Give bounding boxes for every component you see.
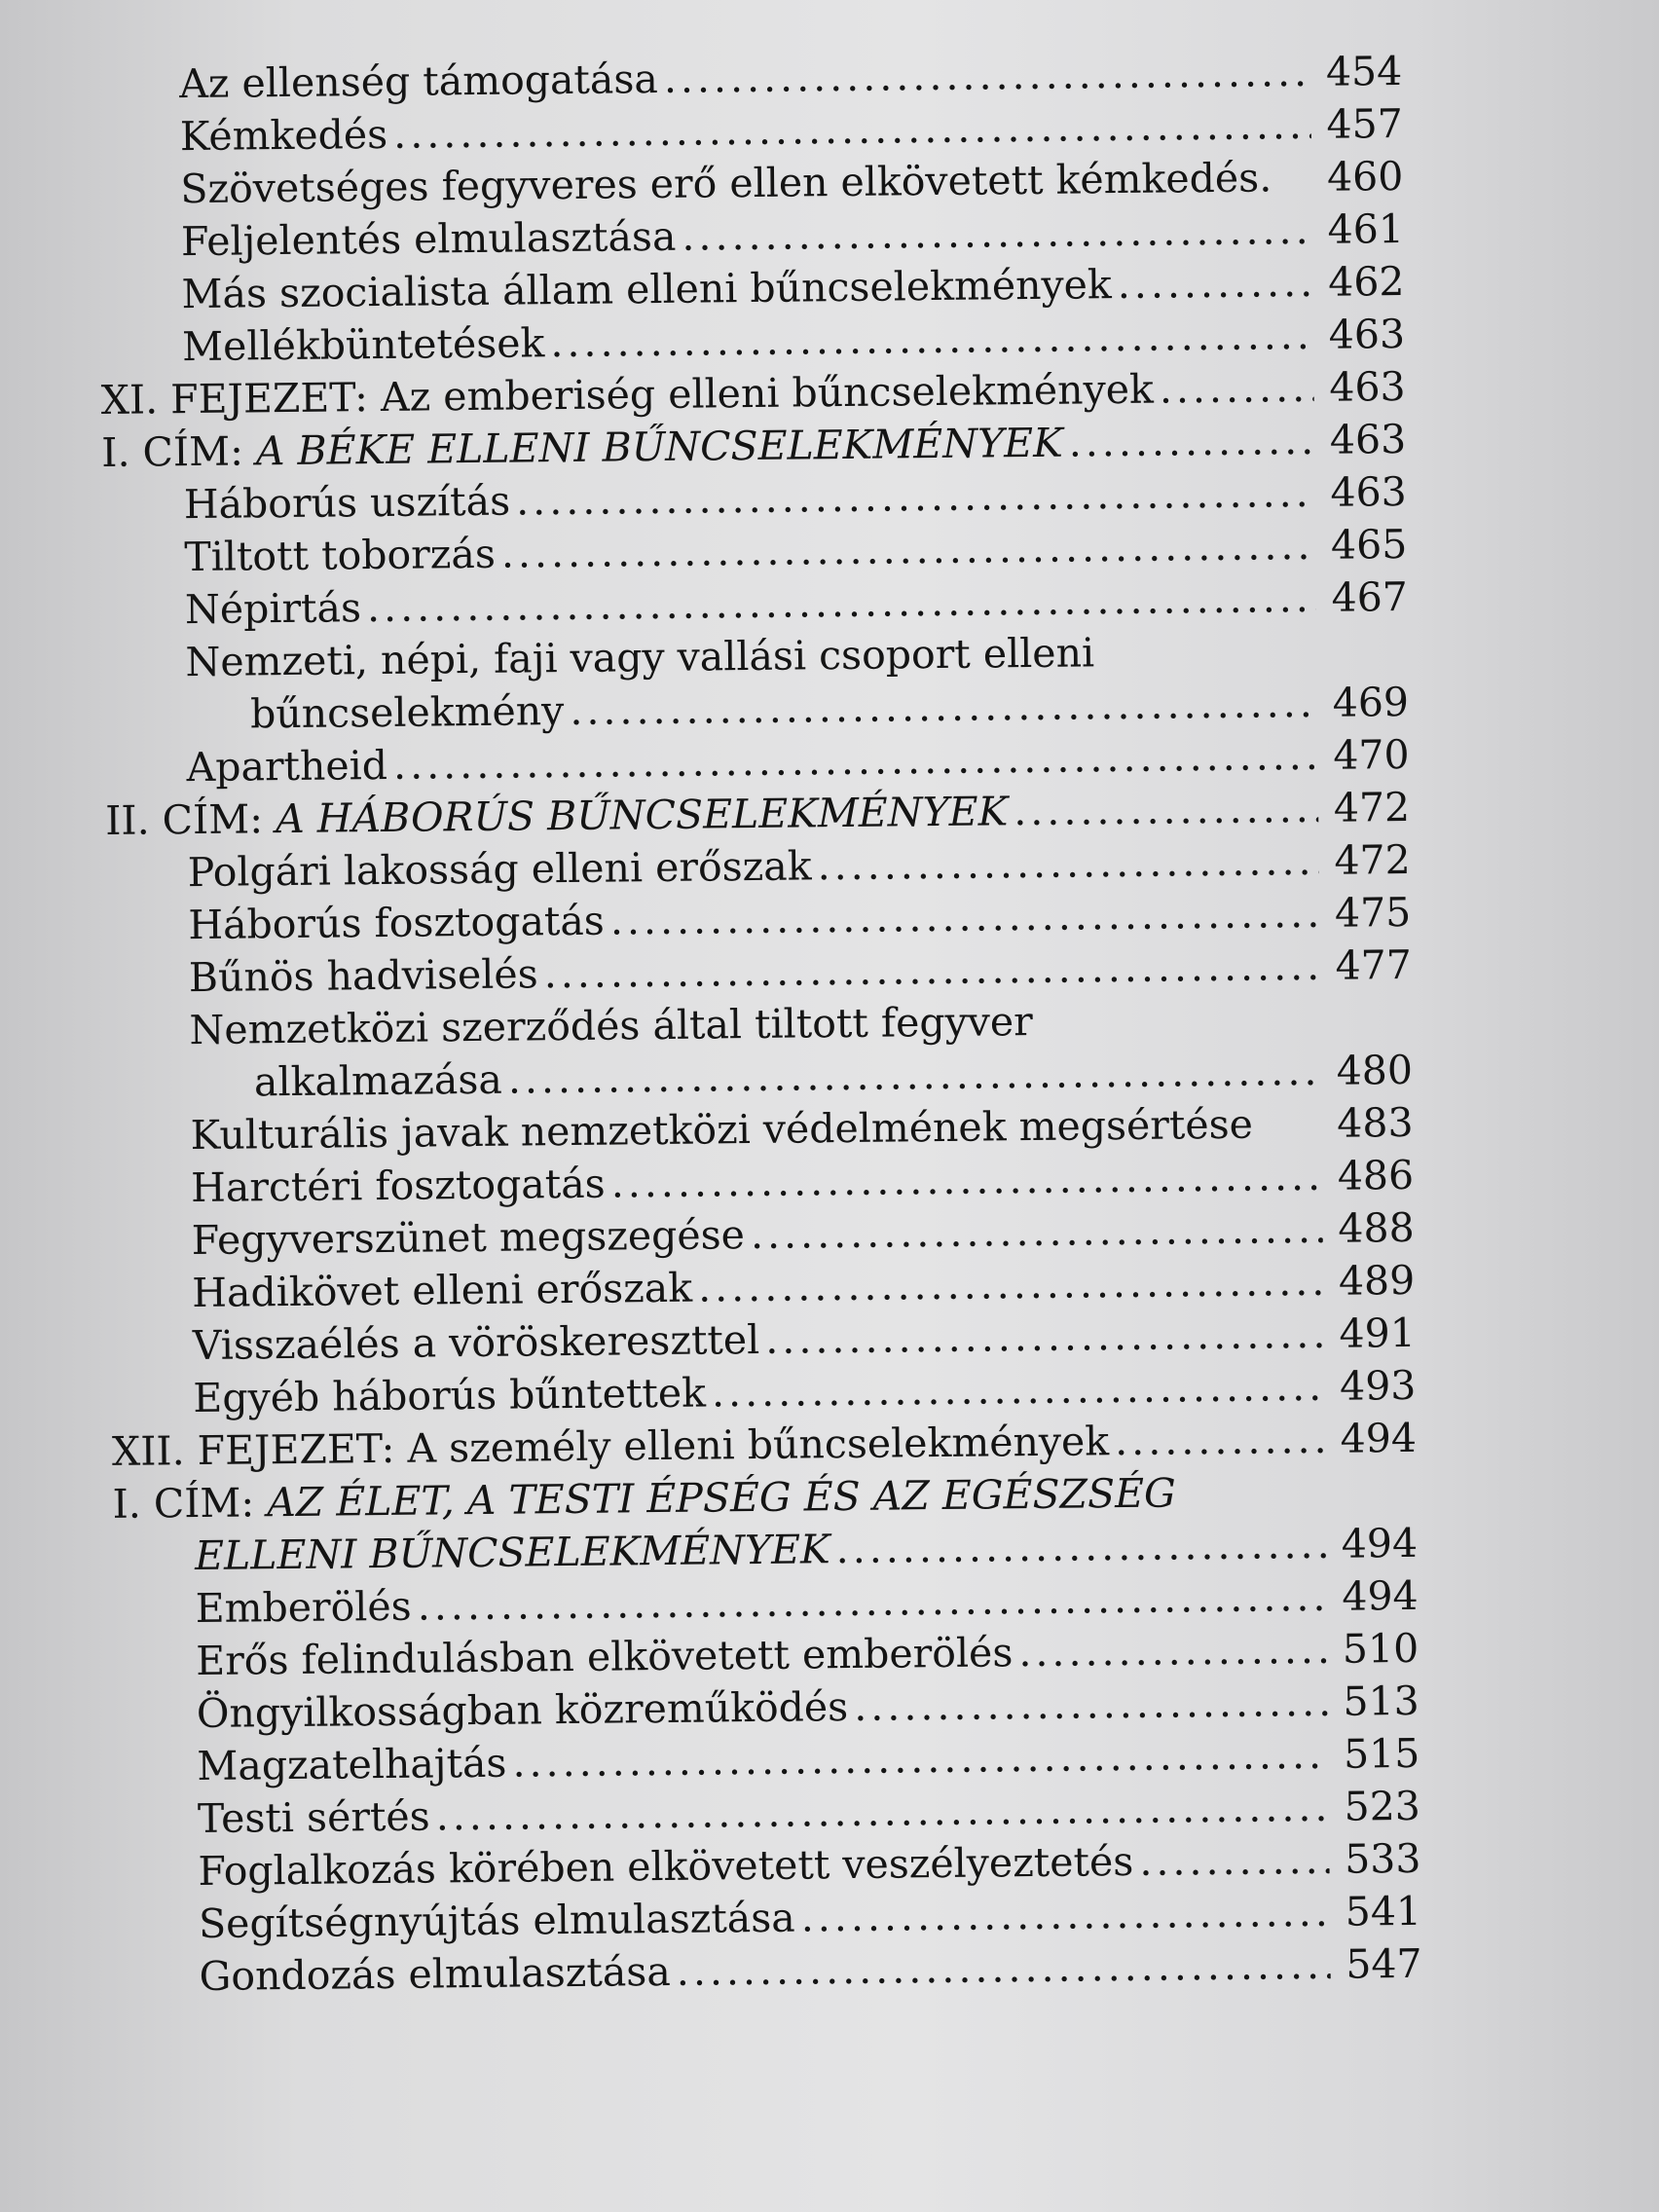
toc-entry-title xyxy=(191,1158,606,1214)
toc-entry-title xyxy=(184,475,511,532)
page-number: 491 xyxy=(1339,1309,1417,1357)
page-number: 463 xyxy=(1329,362,1406,411)
toc-entry-prefix: II. CÍM: xyxy=(104,795,276,844)
toc-entry-title xyxy=(250,684,565,740)
toc-entry-label: bűncselekmény xyxy=(249,687,565,738)
toc-entry-title xyxy=(254,1053,502,1109)
toc-entry-label: Tiltott toborzás xyxy=(184,530,497,581)
toc-entry-title xyxy=(198,1835,1133,1898)
toc-entry-title xyxy=(180,108,388,163)
toc-entry-label: Kémkedés xyxy=(179,110,388,161)
leader-dots xyxy=(835,1518,1326,1575)
toc-entry-title-line: Nemzetközi szerződés által tiltott fegyver xyxy=(189,997,1034,1054)
toc-entry-title xyxy=(193,1367,706,1425)
page-number: 494 xyxy=(1342,1571,1419,1620)
toc-entry-prefix: I. CÍM: xyxy=(100,427,257,476)
page-number: 469 xyxy=(1332,678,1410,726)
leader-dots xyxy=(1117,256,1312,311)
page-number: 480 xyxy=(1336,1046,1414,1094)
toc-entry-title-line: Nemzeti, népi, faji vagy vallási csoport elleni xyxy=(185,629,1095,686)
toc-entry-title xyxy=(199,1892,795,1950)
toc-entry-title xyxy=(186,739,387,793)
toc-entry-title xyxy=(185,581,362,636)
leader-dots xyxy=(712,1360,1325,1419)
page-number: 513 xyxy=(1343,1677,1419,1725)
page-number: 454 xyxy=(1325,47,1403,95)
leader-dots xyxy=(550,309,1313,369)
leader-dots xyxy=(512,1728,1328,1789)
toc-entry-title xyxy=(195,1523,830,1582)
toc-entry-label: Hadikövet elleni erőszak xyxy=(192,1264,693,1317)
toc-entry-label: Harctéri fosztogatás xyxy=(190,1160,606,1212)
page-number: 470 xyxy=(1333,730,1410,779)
toc-entry-title xyxy=(182,316,545,373)
page-number: 463 xyxy=(1328,310,1406,358)
page-number: 494 xyxy=(1340,1414,1418,1462)
page-number: 462 xyxy=(1327,257,1405,306)
page-number: 493 xyxy=(1339,1361,1417,1410)
page-number: 494 xyxy=(1341,1519,1419,1567)
leader-dots xyxy=(664,46,1311,105)
toc-entry-title xyxy=(192,1262,692,1319)
toc-entry xyxy=(112,1463,1476,1583)
toc-entry-label: Más szocialista állam elleni bűncselekmények xyxy=(181,261,1113,318)
page-number: 547 xyxy=(1346,1939,1422,1988)
page-number: 463 xyxy=(1330,467,1407,516)
leader-dots xyxy=(1014,782,1318,837)
toc-entry-label: A HÁBORÚS BŰNCSELEKMÉNYEK xyxy=(275,788,1009,843)
toc-entry-label: Feljelentés elmulasztása xyxy=(180,212,677,266)
toc-entry-label: Öngyilkosságban közreműködés xyxy=(196,1683,849,1738)
toc-entry-label: Gondozás elmulasztása xyxy=(199,1947,672,2001)
toc-entry-title xyxy=(181,210,677,268)
leader-dots xyxy=(610,1150,1322,1210)
toc-entry-label: Foglalkozás körében elkövetett veszélyeztetés xyxy=(198,1837,1134,1896)
leader-dots xyxy=(1018,1623,1327,1678)
leader-dots xyxy=(1068,414,1314,469)
toc-entry-title xyxy=(197,1680,849,1740)
page-number: 515 xyxy=(1343,1729,1420,1778)
page-number: 488 xyxy=(1338,1203,1415,1252)
toc-entry-label: Polgári lakosság elleni erőszak xyxy=(187,842,812,897)
leader-dots xyxy=(1115,1413,1325,1467)
toc-entry-title xyxy=(187,839,811,899)
toc-entry-title xyxy=(105,785,1009,847)
toc-entry-title xyxy=(189,947,538,1004)
toc-entry-title xyxy=(199,1945,671,2003)
leader-dots xyxy=(765,1308,1324,1366)
toc-entry-label: Magzatelhajtás xyxy=(197,1739,507,1790)
page-number: 510 xyxy=(1342,1624,1419,1673)
leader-dots xyxy=(516,466,1315,528)
page-number: 475 xyxy=(1334,888,1412,937)
page-number: 463 xyxy=(1329,415,1407,463)
toc-entry-title xyxy=(184,528,496,583)
leader-dots xyxy=(501,519,1316,580)
toc-entry-title xyxy=(193,1313,760,1372)
leader-dots xyxy=(751,1202,1323,1261)
toc-entry-label: Háborús uszítás xyxy=(183,477,511,529)
leader-dots xyxy=(676,1938,1330,1998)
toc-entry-label: Háborús fosztogatás xyxy=(188,897,606,949)
page-number: 477 xyxy=(1335,940,1413,989)
toc-entry-label: Testi sértés xyxy=(197,1792,430,1843)
toc-entry-label: Kulturális javak nemzetközi védelmének megsértése xyxy=(190,1100,1254,1160)
toc-entry-label: Bűnös hadviselés xyxy=(188,950,538,1002)
toc-entry-label: Apartheid xyxy=(186,741,388,792)
leader-dots xyxy=(698,1255,1324,1314)
leader-dots xyxy=(508,1045,1322,1106)
toc-entry-title xyxy=(197,1737,507,1792)
page-number: 523 xyxy=(1344,1782,1421,1830)
leader-dots xyxy=(610,887,1320,947)
leader-dots xyxy=(817,834,1319,892)
leader-dots xyxy=(1160,361,1314,416)
toc-entry-label: ELLENI BŰNCSELEKMÉNYEK xyxy=(194,1526,830,1580)
toc-entry-title xyxy=(188,895,605,951)
page-number: 533 xyxy=(1344,1834,1421,1883)
leader-dots xyxy=(854,1676,1328,1733)
page-number: 483 xyxy=(1337,1098,1414,1147)
toc-entry-label: Népirtás xyxy=(184,584,362,634)
toc-entry-title xyxy=(181,258,1112,320)
leader-dots xyxy=(1139,1833,1330,1888)
toc-entry-label: XII. FEJEZET: A személy elleni bűncselekmények xyxy=(111,1418,1110,1475)
toc-entry-prefix: I. CÍM: xyxy=(112,1479,268,1528)
toc-entry-label: A BÉKE ELLENI BŰNCSELEKMÉNYEK xyxy=(255,419,1063,475)
page-number: 467 xyxy=(1331,572,1409,621)
leader-dots xyxy=(682,203,1312,263)
toc-entry-title xyxy=(198,1790,430,1845)
toc-entry-label: Az ellenség támogatása xyxy=(179,55,659,108)
toc-entry xyxy=(107,990,1471,1110)
page-number: 465 xyxy=(1330,520,1408,569)
toc-entry-label: alkalmazása xyxy=(253,1055,503,1106)
leader-dots xyxy=(435,1781,1329,1843)
leader-dots xyxy=(393,98,1311,161)
toc-entry-title xyxy=(191,1208,745,1267)
toc-entry-first-line xyxy=(185,626,1094,688)
page-number: 457 xyxy=(1326,99,1404,148)
page-number: 461 xyxy=(1327,204,1405,253)
toc-entry-label: Fegyverszünet megszegése xyxy=(191,1211,746,1265)
page-number: 460 xyxy=(1326,152,1404,201)
leader-dots xyxy=(417,1570,1326,1633)
page-number: 486 xyxy=(1337,1151,1415,1199)
toc-entry-label: Mellékbüntetések xyxy=(181,319,545,371)
page-number: 541 xyxy=(1345,1887,1422,1936)
table-of-contents xyxy=(97,44,1481,2004)
leader-dots xyxy=(543,940,1320,1000)
toc-entry-label: Visszaélés a vöröskereszttel xyxy=(192,1315,760,1370)
toc-entry-title xyxy=(179,53,658,110)
toc-entry-title xyxy=(195,1580,412,1635)
page-number: 489 xyxy=(1338,1256,1416,1305)
toc-entry-first-line xyxy=(189,995,1033,1056)
leader-dots xyxy=(570,677,1317,737)
toc-entry-label: Emberölés xyxy=(195,1582,412,1633)
toc-entry-title xyxy=(196,1626,1014,1687)
toc-entry-label: XI. FEJEZET: Az emberiség elleni bűncselekmények xyxy=(100,365,1155,424)
page-number: 472 xyxy=(1334,835,1411,884)
leader-dots xyxy=(800,1886,1330,1944)
toc-entry-title-line: AZ ÉLET, A TESTI ÉPSÉG ÉS AZ EGÉSZSÉG xyxy=(266,1469,1177,1527)
toc-entry-label: Segítségnyújtás elmulasztása xyxy=(198,1894,795,1948)
toc-entry-label: Erős felindulásban elkövetett emberölés xyxy=(195,1629,1014,1685)
toc-entry xyxy=(103,622,1467,742)
leader-dots xyxy=(393,729,1318,792)
toc-entry-label: Egyéb háborús bűntettek xyxy=(193,1369,707,1422)
toc-entry-label: Szövetséges fegyveres erő ellen elkövetett kémkedés. xyxy=(180,154,1272,213)
page-number: 472 xyxy=(1333,783,1411,831)
